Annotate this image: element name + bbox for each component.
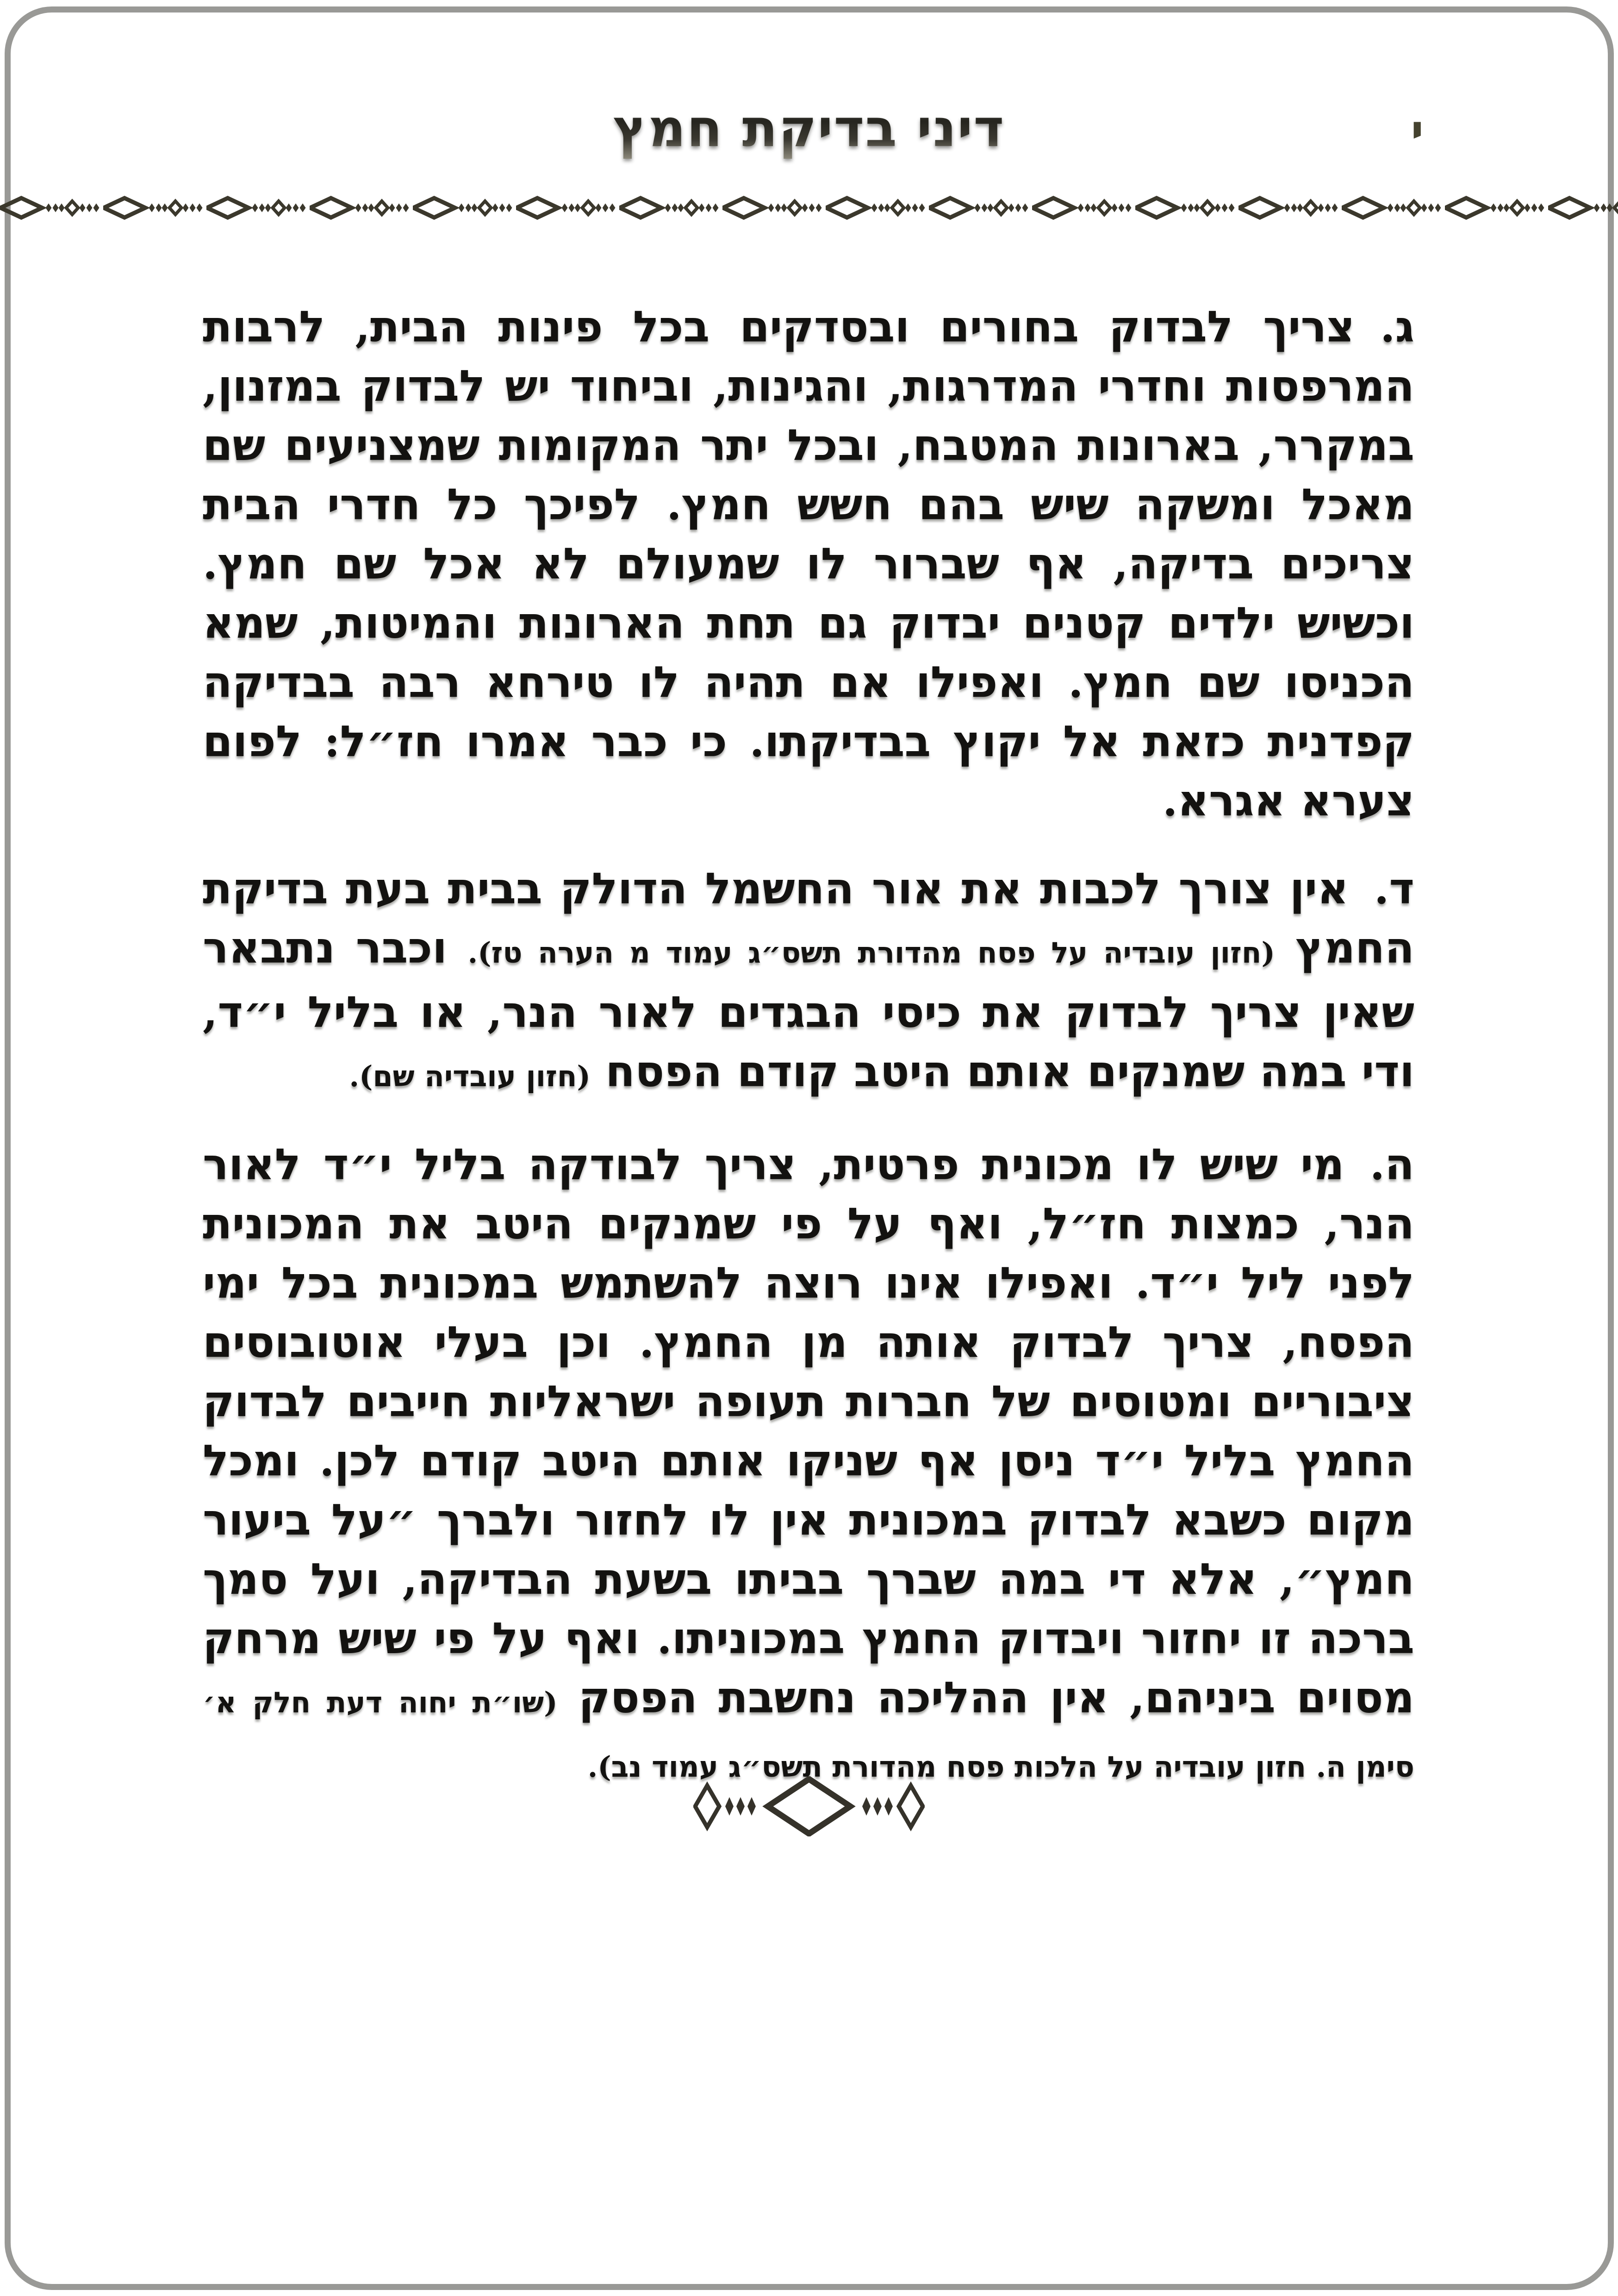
paragraph bbox=[203, 297, 1414, 830]
diamond-chain-divider-icon bbox=[0, 191, 1618, 224]
text-body bbox=[203, 297, 1414, 1825]
citation-text: (חזון עובדיה שם). bbox=[349, 1059, 591, 1093]
citation-text: (חזון עובדיה על פסח מהדורת תשס״ג עמוד מ הערה טז). bbox=[467, 936, 1275, 970]
body-text: מי שיש לו מכונית פרטית, צריך לבודקה בליל י״ד לאור הנר, כמצות חז״ל, ואף על פי שמנקים היטב את המכונית לפני ליל י״ד. ואפילו אינו רוצה להשתמש במכונית בכל ימי הפסח, צריך לבדוק אותה מן החמץ. וכן בעלי אוטובוסים ציבוריים ומטוסים של חברות תעופה ישראליות חייבים לבדוק החמץ בליל י״ד ניסן אף שניקו אותם היטב קודם לכן. ומכל מקום כשבא לבדוק במכונית אין לו לחזור ולברך ״על ביעור חמץ״, אלא די במה שברך בביתו בשעת הבדיקה, ועל סמך ברכה זו יחזור ויבדוק החמץ במכוניתו. ואף על פי שיש מרחק מסוים ביניהם, אין ההליכה נחשבת הפסק bbox=[203, 1139, 1414, 1723]
diamond-end-ornament-icon bbox=[693, 1776, 925, 1836]
paragraph-marker: ד. bbox=[1374, 863, 1414, 914]
body-text: וכבר נתבאר שאין צריך לבדוק את כיסי הבגדים לאור הנר, או בליל י״ד, ודי במה שמנקים אותם היטב קודם הפסח bbox=[203, 922, 1414, 1096]
paragraph-marker: ג. bbox=[1380, 301, 1414, 352]
body-text: צריך לבדוק בחורים ובסדקים בכל פינות הבית, לרבות המרפסות וחדרי המדרגות, והגינות, וביחוד יש לבדוק במזנון, במקרר, בארונות המטבח, ובכל יתר המקומות שמצניעים שם מאכל ומשקה שיש בהם חשש חמץ. לפיכך כל חדרי הבית צריכים בדיקה, אף שברור לו שמעולם לא אכל שם חמץ. וכשיש ילדים קטנים יבדוק גם תחת הארונות והמיטות, שמא הכניסו שם חמץ. ואפילו אם תהיה לו טירחא רבה בבדיקה קפדנית כזאת אל יקוץ בבדיקתו. כי כבר אמרו חז״ל: לפום צערא אגרא. bbox=[203, 301, 1414, 826]
body-text: אין צורך לכבות את אור החשמל הדולק בבית בעת בדיקת החמץ bbox=[203, 863, 1414, 973]
page-title: דיני בדיקת חמץ bbox=[0, 98, 1618, 159]
paragraph bbox=[203, 859, 1414, 1106]
citation-text: (שו״ת יחוה דעת חלק א׳ סימן ה. חזון עובדיה על הלכות פסח מהדורת תשס״ג עמוד נב). bbox=[203, 1686, 1414, 1784]
paragraph-marker: ה. bbox=[1369, 1139, 1414, 1189]
paragraph bbox=[203, 1135, 1414, 1797]
